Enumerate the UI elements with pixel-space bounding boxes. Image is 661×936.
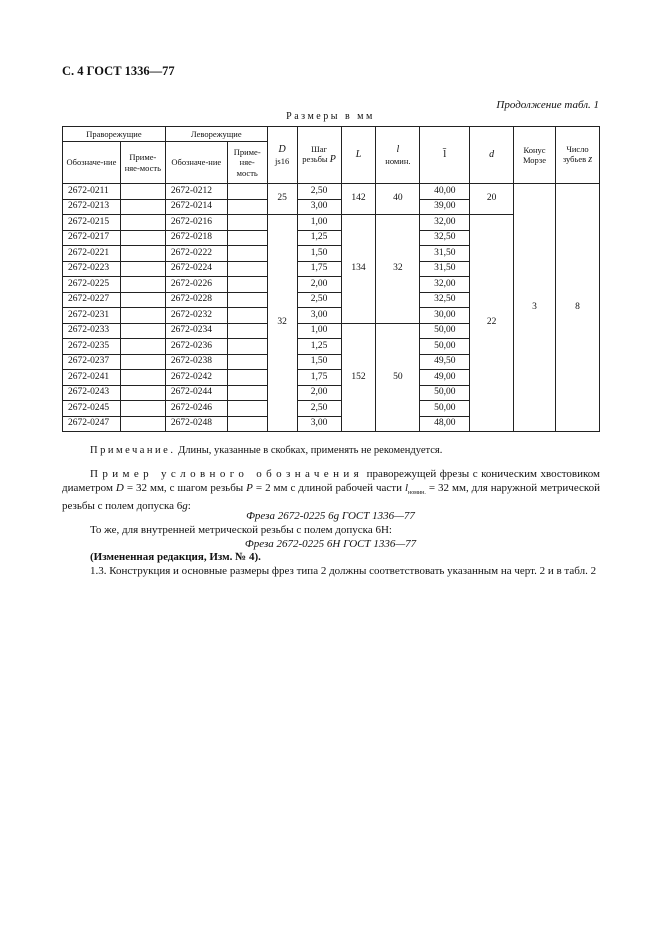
edition-note: (Измененная редакция, Изм. № 4). — [90, 551, 261, 563]
table-row: 2672-0231 2672-0232 3,00 30,00 — [63, 308, 600, 324]
header-right-applicability: Приме-няе-мость — [120, 142, 165, 184]
table-row: 2672-0211 2672-0212 25 2,50 142 40 40,00 20 3 8 — [63, 184, 600, 200]
header-left-designation: Обозначе-ние — [165, 142, 227, 184]
table-row: 2672-0227 2672-0228 2,50 32,50 — [63, 292, 600, 308]
table-row: 2672-0225 2672-0226 2,00 32,00 — [63, 277, 600, 293]
example-label: Пример условного обозначения — [90, 468, 364, 480]
table-row: 2672-0247 2672-0248 3,00 48,00 — [63, 416, 600, 432]
table-row: 2672-0237 2672-0238 1,50 49,50 — [63, 354, 600, 370]
header-D: D js16 — [267, 127, 297, 184]
header-pitch: Шаг резьбы P — [297, 127, 341, 184]
header-morse: Конус Морзе — [514, 127, 556, 184]
note-text: Длины, указанные в скобках, применять не рекомендуется. — [178, 445, 443, 456]
units-label: Размеры в мм — [286, 111, 375, 122]
header-L: L — [341, 127, 376, 184]
table-row: 2672-0215 2672-0216 32 1,00 134 32 32,00 22 — [63, 215, 600, 231]
dimensions-table — [62, 126, 600, 432]
table-row: 2672-0233 2672-0234 1,00 152 50 50,00 — [63, 323, 600, 339]
table-row: 2672-0241 2672-0242 1,75 49,00 — [63, 370, 600, 386]
table-row: 2672-0221 2672-0222 1,50 31,50 — [63, 246, 600, 262]
designation-example-internal: Фреза 2672-0225 6Н ГОСТ 1336—77 — [244, 538, 417, 550]
table-row: 2672-0245 2672-0246 2,50 50,00 — [63, 401, 600, 417]
header-l-nom: l номин. — [376, 127, 420, 184]
header-right-hand: Праворежущие — [63, 127, 166, 142]
header-teeth: Число зубьев z — [555, 127, 599, 184]
designation-example-external: Фреза 2672-0225 6g ГОСТ 1336—77 — [246, 510, 415, 522]
header-d: d — [470, 127, 514, 184]
table-continuation-label: Продолжение табл. 1 — [496, 99, 599, 111]
header-right-designation: Обозначе-ние — [63, 142, 121, 184]
table-row: 2672-0235 2672-0236 1,25 50,00 — [63, 339, 600, 355]
table-row: 2672-0223 2672-0224 1,75 31,50 — [63, 261, 600, 277]
table-row: 2672-0243 2672-0244 2,00 50,00 — [63, 385, 600, 401]
example-paragraph: Пример условного обозначения праворежущей фрезы с коническим хвостовиком диаметром D = 32 мм, с шагом резьбы P = 2 мм с длиной рабочей части $l_{номин.} = 32$ мм, для наружной метрической резьбы с полем допуска 6g: — [62, 468, 601, 513]
header-left-hand: Леворежущие — [165, 127, 267, 142]
section-1-3: 1.3. Конструкция и основные размеры фрез типа 2 должны соответствовать указанным на черт. 2 и в табл. 2 — [90, 565, 597, 577]
page-header: С. 4 ГОСТ 1336—77 — [62, 64, 175, 78]
header-left-applicability: Приме-няе-мость — [227, 142, 267, 184]
header-l-bar: l̄ — [420, 127, 470, 184]
table-row: 2672-0217 2672-0218 1,25 32,50 — [63, 230, 600, 246]
same-internal-text: То же, для внутренней метрической резьбы с полем допуска 6Н: — [90, 524, 392, 536]
table-row: 2672-0213 2672-0214 3,00 39,00 — [63, 199, 600, 215]
note-label: Примечание. — [90, 445, 176, 456]
table-note — [90, 445, 442, 456]
